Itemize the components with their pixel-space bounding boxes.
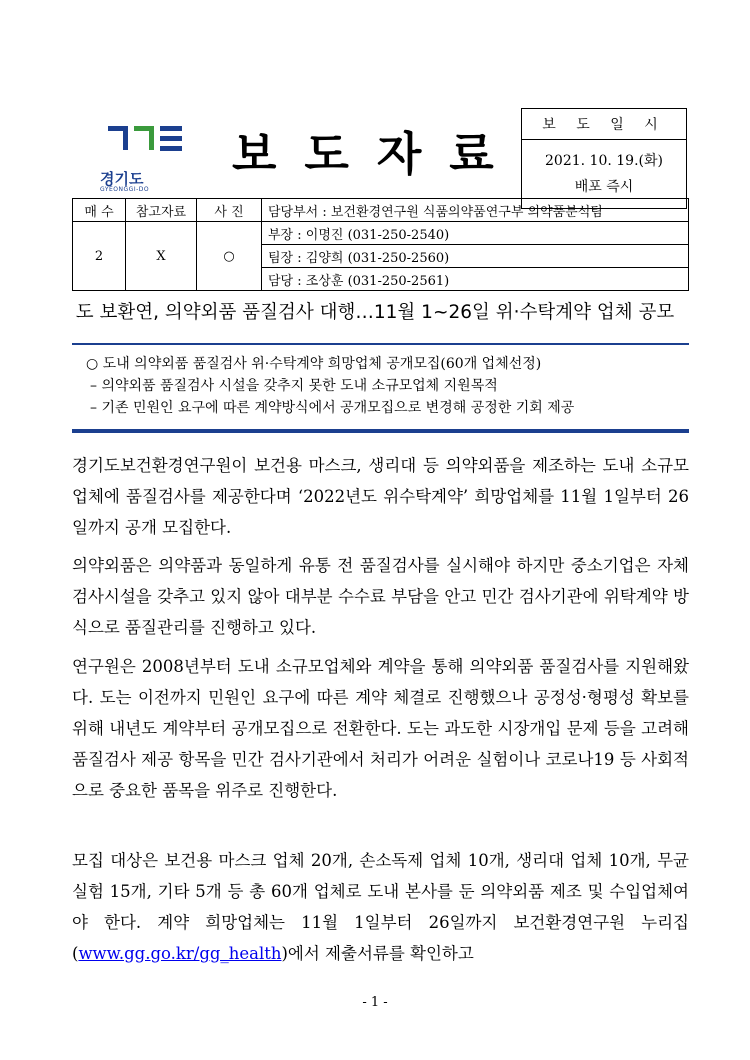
contact-staff: 담당 : 조상훈 (031-250-2561) (262, 268, 689, 291)
attachment-value: X (126, 222, 197, 291)
photo-value: ○ (197, 222, 262, 291)
summary-sub-2: – 기존 민원인 요구에 따른 계약방식에서 공개모집으로 변경해 공정한 기회 제공 (90, 400, 575, 416)
body-paragraph-4-text: 모집 대상은 보건용 마스크 업체 20개, 손소독제 업체 10개, 생리대 업체 10개, 무균실험 15개, 기타 5개 등 총 60개 업체로 도내 본사를 둔 의약외품 제조 및 수입업체여야 한다. 계약 희망업체는 11월 1일부터 26일까지 보건환경연구원 누리집( (72, 851, 689, 963)
page-number: - 1 - (362, 995, 388, 1010)
body-paragraph-4-tail: )에서 제출서류를 확인하고 (281, 944, 474, 963)
body-paragraph-3: 연구원은 2008년부터 도내 소규모업체와 계약을 통해 의약외품 품질검사를 지원해왔다. 도는 이전까지 민원인 요구에 따른 계약 체결로 진행했으나 공정성·형평성 확보를 위해 내년도 계약부터 공개모집으로 전환한다. 도는 과도한 시장개입 문제 등을 고려해 품질검사 제공 항목을 민간 검사기관에서 처리가 어려운 실험이나 코로나19 등 사회적으로 중요한 품목을 위주로 진행한다. (72, 657, 689, 800)
body-paragraph-4 (72, 845, 689, 969)
date-label: 보 도 일 시 (522, 109, 687, 140)
summary-main: ○ 도내 의약외품 품질검사 위·수탁계약 희망업체 공개모집(60개 업체선정) (86, 356, 542, 372)
release-date: 2021. 10. 19.(화) (545, 153, 663, 169)
body-paragraph-1: 경기도보건환경연구원이 보건용 마스크, 생리대 등 의약외품을 제조하는 도내 소규모업체에 품질검사를 제공한다며 ‘2022년도 위수탁계약’ 희망업체를 11월 1일부터 26일까지 공개 모집한다. (72, 456, 689, 537)
summary-sub-1: – 의약외품 품질검사 시설을 갖추지 못한 도내 소규모업체 지원목적 (90, 378, 498, 394)
logo-subtext: GYEONGGI-DO (100, 186, 150, 193)
body-paragraph-2: 의약외품은 의약품과 동일하게 유통 전 품질검사를 실시해야 하지만 중소기업은 자체 검사시설을 갖추고 있지 않아 대부분 수수료 부담을 안고 민간 검사기관에 위탁계약 방식으로 품질관리를 진행하고 있다. (72, 556, 689, 637)
release-date-box (521, 108, 687, 209)
contact-manager: 부장 : 이명진 (031-250-2540) (262, 222, 689, 245)
attachment-header: 참고자료 (126, 199, 197, 222)
summary-box (72, 343, 689, 433)
embargo-note: 배포 즉시 (574, 179, 634, 195)
info-table (72, 198, 689, 291)
page-title: 보도자료 (232, 127, 522, 181)
headline: 도 보환연, 의약외품 품질검사 대행…11월 1~26일 위·수탁계약 업체 공모 (75, 302, 675, 323)
department: 담당부서 : 보건환경연구원 식품의약품연구부 의약품분석팀 (262, 199, 689, 222)
photo-header: 사 진 (197, 199, 262, 222)
page-count-value: 2 (73, 222, 126, 291)
contact-team-lead: 팀장 : 김양희 (031-250-2560) (262, 245, 689, 268)
logo-text: 경기도 (100, 170, 144, 188)
homepage-link[interactable]: www.gg.go.kr/gg_health (78, 944, 282, 963)
page-count-header: 매 수 (73, 199, 126, 222)
